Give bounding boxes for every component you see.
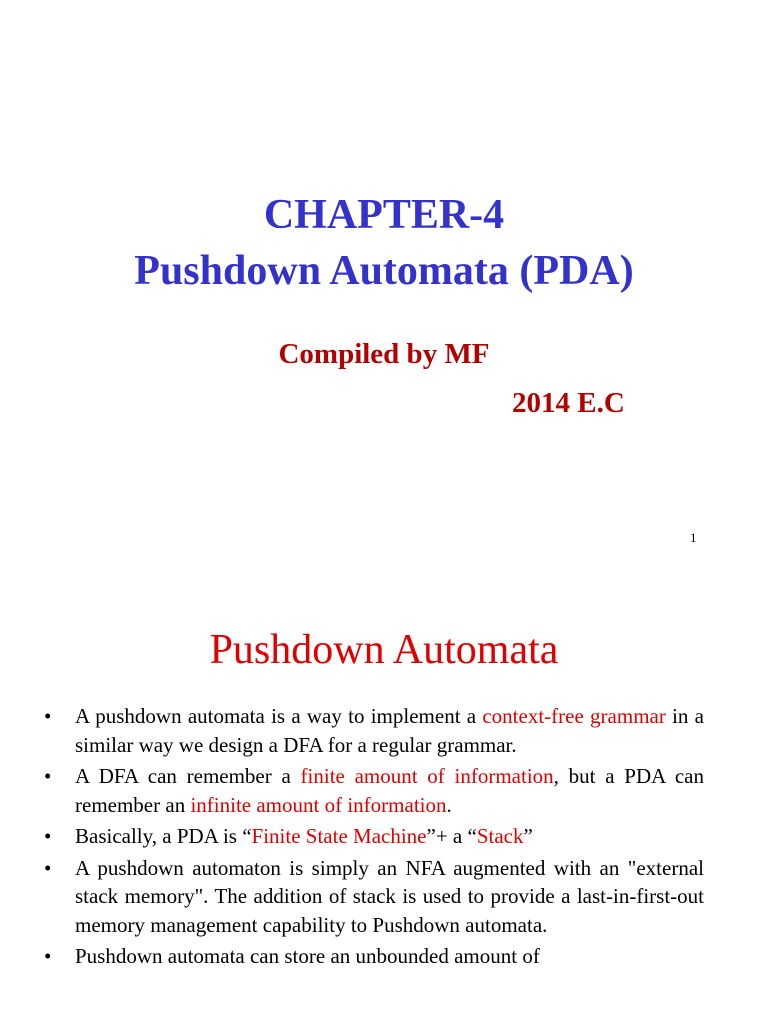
bullet-item bbox=[44, 762, 704, 819]
bullet-item bbox=[44, 854, 704, 940]
bullet-marker: • bbox=[44, 855, 52, 880]
highlight-text: finite amount of information bbox=[300, 764, 554, 788]
bullet-text: Basically, a PDA is “ bbox=[75, 824, 252, 848]
chapter-title: CHAPTER-4 bbox=[263, 192, 505, 238]
bullet-text: A pushdown automaton is simply an NFA augmented with an "external stack memory". The addition of stack is used to provide a last-in-first-out memory management capability to Pushdown automata. bbox=[75, 855, 704, 937]
bullet-item bbox=[44, 822, 704, 851]
bullet-marker: • bbox=[44, 944, 52, 968]
bullet-text: . bbox=[446, 792, 452, 817]
highlight-text: infinite amount of information bbox=[190, 792, 447, 817]
bullet-item bbox=[44, 942, 704, 971]
bullet-text: Pushdown automata can store an unbounded amount of bbox=[75, 944, 540, 968]
bullet-text: A DFA can remember a bbox=[75, 764, 301, 788]
highlight-text: Finite State Machine bbox=[251, 824, 427, 848]
bullet-text: in a similar way we design a DFA for a regular grammar. bbox=[75, 704, 705, 757]
bullet-item bbox=[44, 702, 704, 759]
bullet-list bbox=[44, 702, 704, 974]
bullet-text: , but a PDA can remember an bbox=[75, 764, 704, 817]
bullet-marker: • bbox=[44, 764, 52, 788]
bullet-marker: • bbox=[44, 704, 52, 728]
bullet-text: A pushdown automata is a way to implement a bbox=[75, 704, 483, 728]
chapter-subtitle: Pushdown Automata (PDA) bbox=[134, 248, 634, 294]
compiled-by: Compiled by MF bbox=[278, 338, 490, 370]
bullet-text: ” bbox=[523, 824, 533, 848]
year-label: 2014 E.C bbox=[512, 387, 625, 419]
highlight-text: context-free grammar bbox=[482, 704, 666, 728]
bullet-text: ”+ a “ bbox=[426, 824, 477, 848]
highlight-text: Stack bbox=[476, 824, 524, 848]
slide-heading: Pushdown Automata bbox=[209, 627, 559, 673]
bullet-marker: • bbox=[44, 824, 52, 848]
page-number: 1 bbox=[690, 530, 697, 545]
